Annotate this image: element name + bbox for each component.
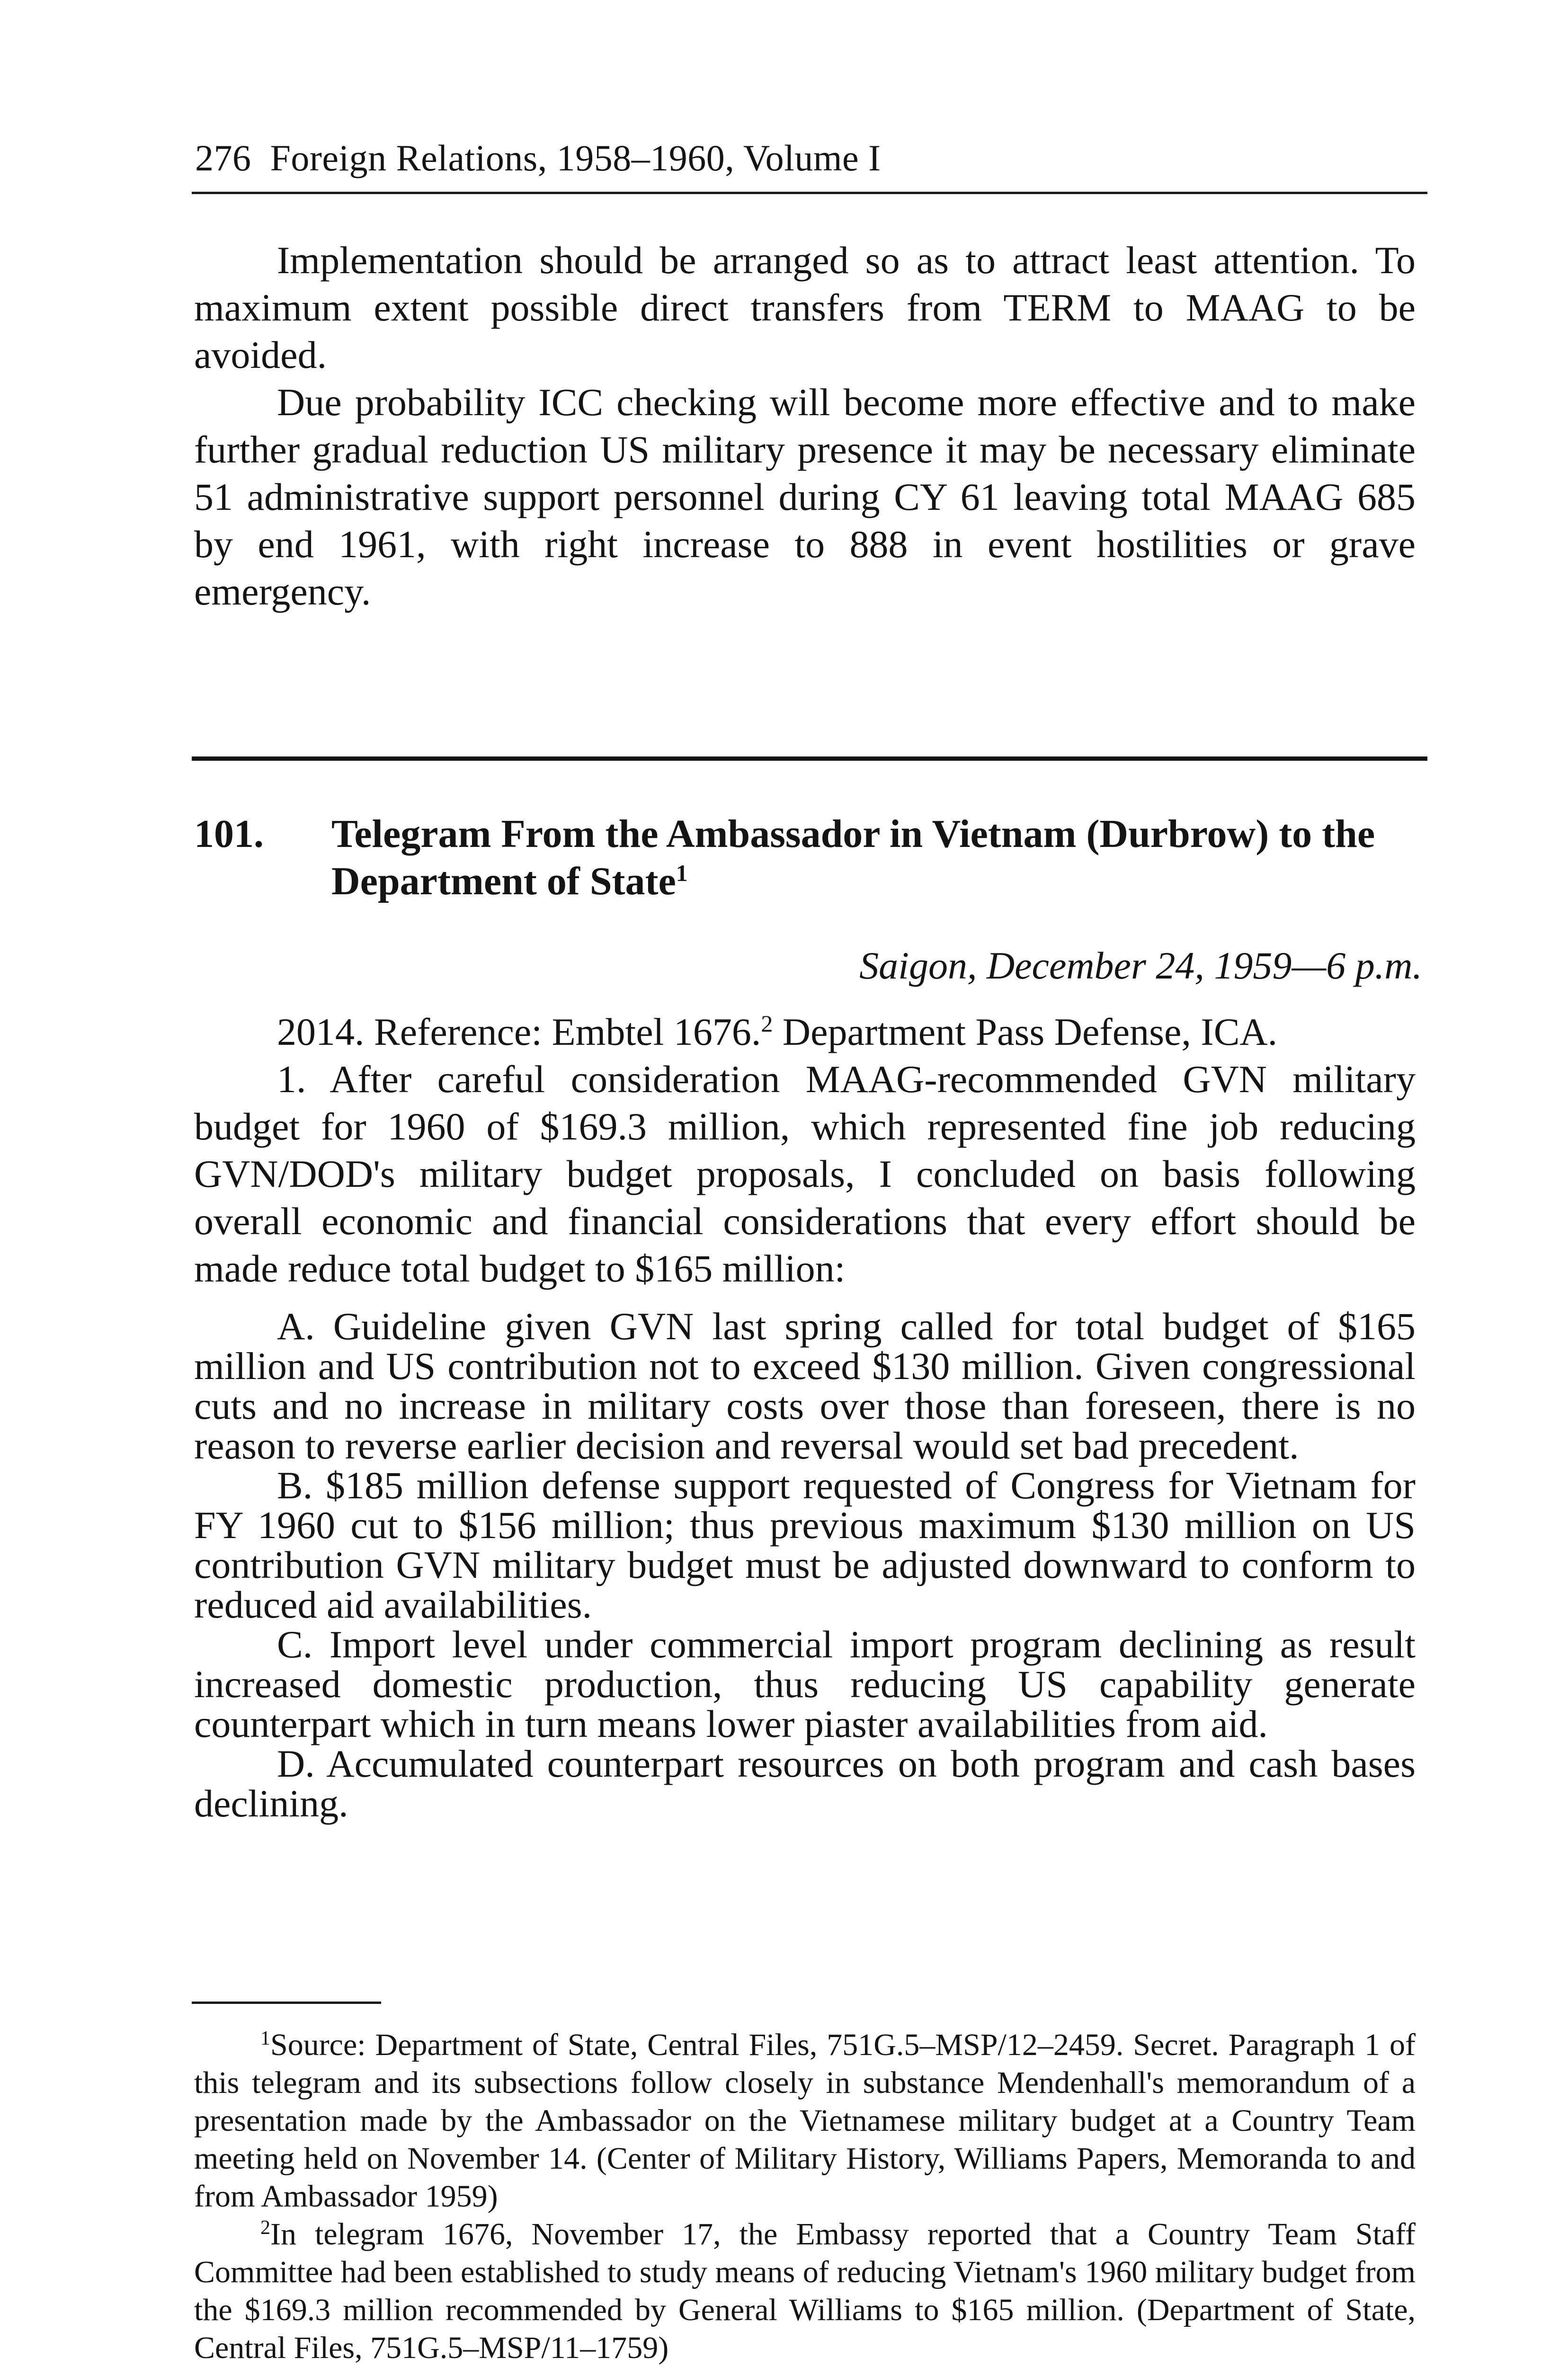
subsections: [194, 1307, 1416, 1824]
subsection-c: C. Import level under commercial import program declining as result increased domestic production, thus reducing US capability generate counterpart which in turn means lower piaster availabilities from aid.: [194, 1623, 1416, 1745]
footnote-2: [194, 2216, 1416, 2367]
intro-paragraph-1: Implementation should be arranged so as to attract least attention. To maximum extent possible direct transfers from TERM to MAAG to be avoided.: [194, 239, 1416, 376]
running-head: [195, 135, 1426, 181]
page-number: 276: [195, 137, 251, 178]
document-title-text: Telegram From the Ambassador in Vietnam (Durbrow) to the Department of State: [331, 812, 1375, 903]
telegram-body: [194, 1008, 1416, 1292]
intro-paragraph-2: Due probability ICC checking will become more effective and to make further gradual reduction US military presence it may be necessary eliminate 51 administrative support personnel during CY 61 leaving total MAAG 685 by end 1961, with right increase to 888 in event hostilities or grave emergency.: [194, 381, 1416, 613]
footnote-1-text: Source: Department of State, Central Files, 751G.5–MSP/12–2459. Secret. Paragraph 1 of this telegram and its subsections follow closely in substance Mendenhall's memorandum of a presentation made by the Ambassador on the Vietnamese military budget at a Country Team meeting held on November 14. (Center of Military History, Williams Papers, Memoranda to and from Ambassador 1959): [194, 2028, 1416, 2214]
document-number: 101.: [194, 812, 264, 856]
footnote-1-mark: 1: [260, 2028, 270, 2049]
subsection-a: A. Guideline given GVN last spring called for total budget of $165 million and US contribution not to exceed $130 million. Given congressional cuts and no increase in military costs over those than foreseen, there is no reason to reverse earlier decision and reversal would set bad precedent.: [194, 1305, 1416, 1467]
footnote-2-text: In telegram 1676, November 17, the Embassy reported that a Country Team Staff Committee had been established to study means of reducing Vietnam's 1960 military budget from the $169.3 million recommended by General Williams to $165 million. (Department of State, Central Files, 751G.5–MSP/11–1759): [194, 2217, 1416, 2365]
reference-footnote-mark: 2: [761, 1010, 773, 1037]
document-title: [331, 810, 1420, 905]
title-footnote-mark: 1: [676, 860, 688, 886]
footnotes: [194, 2026, 1416, 2367]
reference-line: [194, 1008, 1416, 1056]
section-divider: [192, 756, 1427, 761]
body-paragraph-1: 1. After careful consideration MAAG-recommended GVN military budget for 1960 of $169.3 million, which represented fine job reducing GVN/DOD's military budget proposals, I concluded on basis following overall economic and financial considerations that every effort should be made reduce total budget to $165 million:: [194, 1058, 1416, 1290]
header-rule: [192, 192, 1427, 194]
reference-after: Department Pass Defense, ICA.: [773, 1010, 1278, 1053]
footnote-1: [194, 2026, 1416, 2216]
footnote-2-mark: 2: [260, 2217, 270, 2239]
running-title: Foreign Relations, 1958–1960, Volume I: [270, 137, 881, 178]
reference-before: 2014. Reference: Embtel 1676.: [277, 1010, 761, 1053]
intro-text: [194, 237, 1416, 615]
subsection-b: B. $185 million defense support requested of Congress for Vietnam for FY 1960 cut to $156 million; thus previous maximum $130 million on US contribution GVN military budget must be adjusted downward to conform to reduced aid availabilities.: [194, 1464, 1416, 1626]
footnote-rule: [192, 2002, 381, 2004]
subsection-d: D. Accumulated counterpart resources on both program and cash bases declining.: [194, 1742, 1416, 1825]
dateline: Saigon, December 24, 1959—6 p.m.: [859, 944, 1422, 987]
